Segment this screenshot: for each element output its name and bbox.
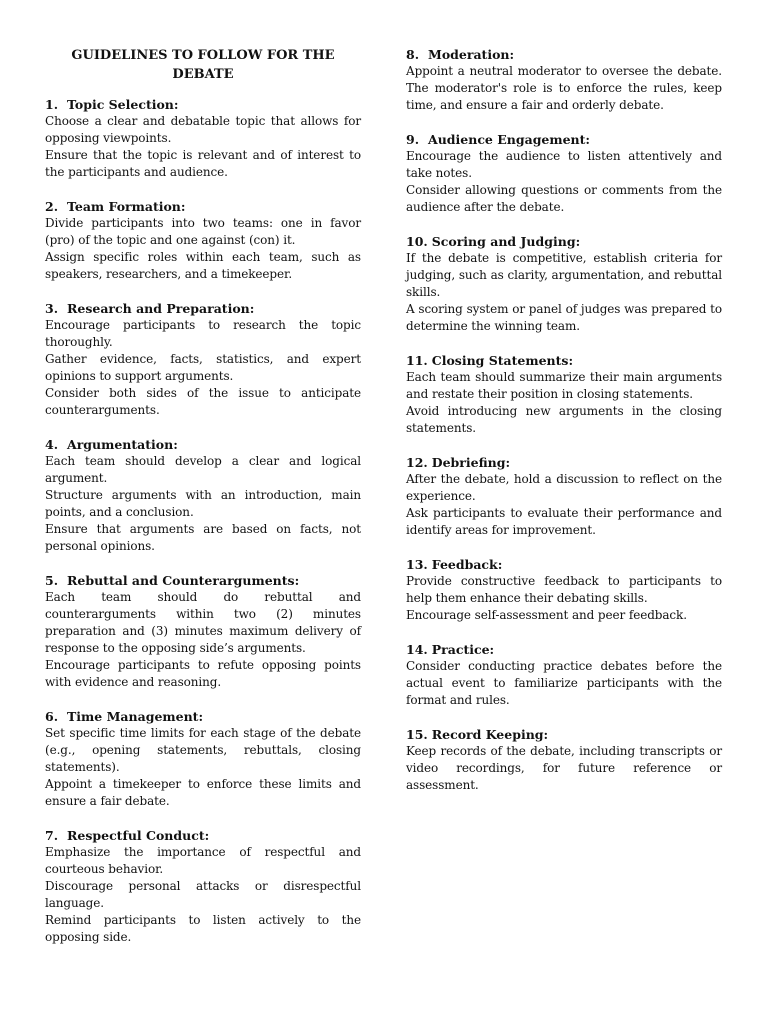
section-heading <box>45 572 361 589</box>
section-heading-text: Research and Preparation: <box>67 301 255 316</box>
section-heading-text: Respectful Conduct: <box>67 828 210 843</box>
section-paragraph: Encourage the audience to listen attentively and take notes. <box>406 149 722 180</box>
section-number: 4. <box>45 437 59 452</box>
guideline-section <box>406 556 722 624</box>
section-heading-text: Audience Engagement: <box>428 132 591 147</box>
section-paragraph: Ensure that the topic is relevant and of interest to the participants and audience. <box>45 148 361 179</box>
section-paragraph: Discourage personal attacks or disrespectful language. <box>45 879 361 910</box>
section-paragraph: Ask participants to evaluate their performance and identify areas for improvement. <box>406 506 722 537</box>
section-heading <box>406 556 722 573</box>
guideline-section <box>45 436 361 555</box>
document-title: GUIDELINES TO FOLLOW FOR THE DEBATE <box>71 48 335 82</box>
section-heading <box>45 708 361 725</box>
left-column <box>45 46 361 963</box>
section-paragraph: Consider allowing questions or comments from the audience after the debate. <box>406 183 722 214</box>
right-sections <box>406 46 722 794</box>
section-number: 14. <box>406 642 428 657</box>
section-heading-text: Team Formation: <box>67 199 186 214</box>
section-heading-text: Scoring and Judging: <box>431 234 581 249</box>
section-paragraph: If the debate is competitive, establish criteria for judging, such as clarity, argumentation, and rebuttal skills. <box>406 251 722 299</box>
section-number: 5. <box>45 573 59 588</box>
guideline-section <box>406 233 722 335</box>
guideline-section <box>45 708 361 810</box>
guideline-section <box>406 131 722 216</box>
section-paragraph: Appoint a timekeeper to enforce these limits and ensure a fair debate. <box>45 777 361 808</box>
right-column <box>406 46 722 811</box>
section-heading <box>406 454 722 471</box>
section-number: 8. <box>406 47 420 62</box>
section-heading-text: Record Keeping: <box>431 727 549 742</box>
section-heading <box>45 300 361 317</box>
section-paragraph: Consider conducting practice debates before the actual event to familiarize participants with the format and rules. <box>406 659 722 707</box>
section-paragraph: Assign specific roles within each team, such as speakers, researchers, and a timekeeper. <box>45 250 361 281</box>
section-number: 6. <box>45 709 59 724</box>
section-paragraph: Provide constructive feedback to participants to help them enhance their debating skills. <box>406 574 722 605</box>
left-sections <box>45 96 361 946</box>
section-paragraph: Set specific time limits for each stage of the debate (e.g., opening statements, rebuttals, closing statements). <box>45 726 361 774</box>
section-paragraph: Consider both sides of the issue to anticipate counterarguments. <box>45 386 361 417</box>
section-number: 3. <box>45 301 59 316</box>
section-number: 7. <box>45 828 59 843</box>
section-heading-text: Debriefing: <box>431 455 511 470</box>
section-heading-text: Practice: <box>431 642 495 657</box>
section-number: 10. <box>406 234 428 249</box>
section-heading <box>406 726 722 743</box>
section-heading-text: Time Management: <box>67 709 204 724</box>
section-number: 11. <box>406 353 428 368</box>
guideline-section <box>45 300 361 419</box>
section-heading-text: Closing Statements: <box>431 353 574 368</box>
section-paragraph: Emphasize the importance of respectful and courteous behavior. <box>45 845 361 876</box>
section-number: 12. <box>406 455 428 470</box>
section-paragraph: Each team should develop a clear and logical argument. <box>45 454 361 485</box>
section-paragraph: Keep records of the debate, including transcripts or video recordings, for future reference or assessment. <box>406 744 722 792</box>
section-heading <box>45 827 361 844</box>
section-paragraph: After the debate, hold a discussion to reflect on the experience. <box>406 472 722 503</box>
guideline-section <box>45 198 361 283</box>
section-heading <box>406 233 722 250</box>
section-heading <box>45 436 361 453</box>
section-heading <box>406 46 722 63</box>
section-paragraph: Encourage participants to refute opposing points with evidence and reasoning. <box>45 658 361 689</box>
section-paragraph: Avoid introducing new arguments in the closing statements. <box>406 404 722 435</box>
section-heading-text: Topic Selection: <box>67 97 179 112</box>
section-heading <box>45 96 361 113</box>
section-heading-text: Rebuttal and Counterarguments: <box>67 573 300 588</box>
section-paragraph: Structure arguments with an introduction, main points, and a conclusion. <box>45 488 361 519</box>
section-heading <box>406 641 722 658</box>
guideline-section <box>406 352 722 437</box>
guideline-section <box>406 641 722 709</box>
section-heading-text: Feedback: <box>431 557 503 572</box>
section-heading <box>406 131 722 148</box>
section-paragraph: Appoint a neutral moderator to oversee the debate. The moderator's role is to enforce the rules, keep time, and ensure a fair and orderly debate. <box>406 64 722 112</box>
guideline-section <box>45 827 361 946</box>
section-paragraph: Remind participants to listen actively to the opposing side. <box>45 913 361 944</box>
section-number: 1. <box>45 97 59 112</box>
guideline-section <box>406 726 722 794</box>
section-paragraph: Each team should summarize their main arguments and restate their position in closing statements. <box>406 370 722 401</box>
section-heading-text: Moderation: <box>428 47 515 62</box>
guideline-section <box>45 96 361 181</box>
section-paragraph: Choose a clear and debatable topic that allows for opposing viewpoints. <box>45 114 361 145</box>
section-heading <box>406 352 722 369</box>
section-paragraph: Divide participants into two teams: one in favor (pro) of the topic and one against (con) it. <box>45 216 361 247</box>
section-paragraph: Ensure that arguments are based on facts, not personal opinions. <box>45 522 361 553</box>
section-paragraph: Encourage self-assessment and peer feedback. <box>406 608 687 622</box>
section-number: 2. <box>45 199 59 214</box>
section-paragraph: Gather evidence, facts, statistics, and expert opinions to support arguments. <box>45 352 361 383</box>
section-heading <box>45 198 361 215</box>
section-heading-text: Argumentation: <box>67 437 178 452</box>
section-number: 13. <box>406 557 428 572</box>
section-number: 9. <box>406 132 420 147</box>
section-paragraph: Each team should do rebuttal and counterarguments within two (2) minutes preparation and (3) minutes maximum delivery of response to the opposing side’s arguments. <box>45 590 361 655</box>
section-paragraph: A scoring system or panel of judges was prepared to determine the winning team. <box>406 302 722 333</box>
guideline-section <box>45 572 361 691</box>
section-number: 15. <box>406 727 428 742</box>
guideline-section <box>406 454 722 539</box>
section-paragraph: Encourage participants to research the topic thoroughly. <box>45 318 361 349</box>
guideline-section <box>406 46 722 114</box>
